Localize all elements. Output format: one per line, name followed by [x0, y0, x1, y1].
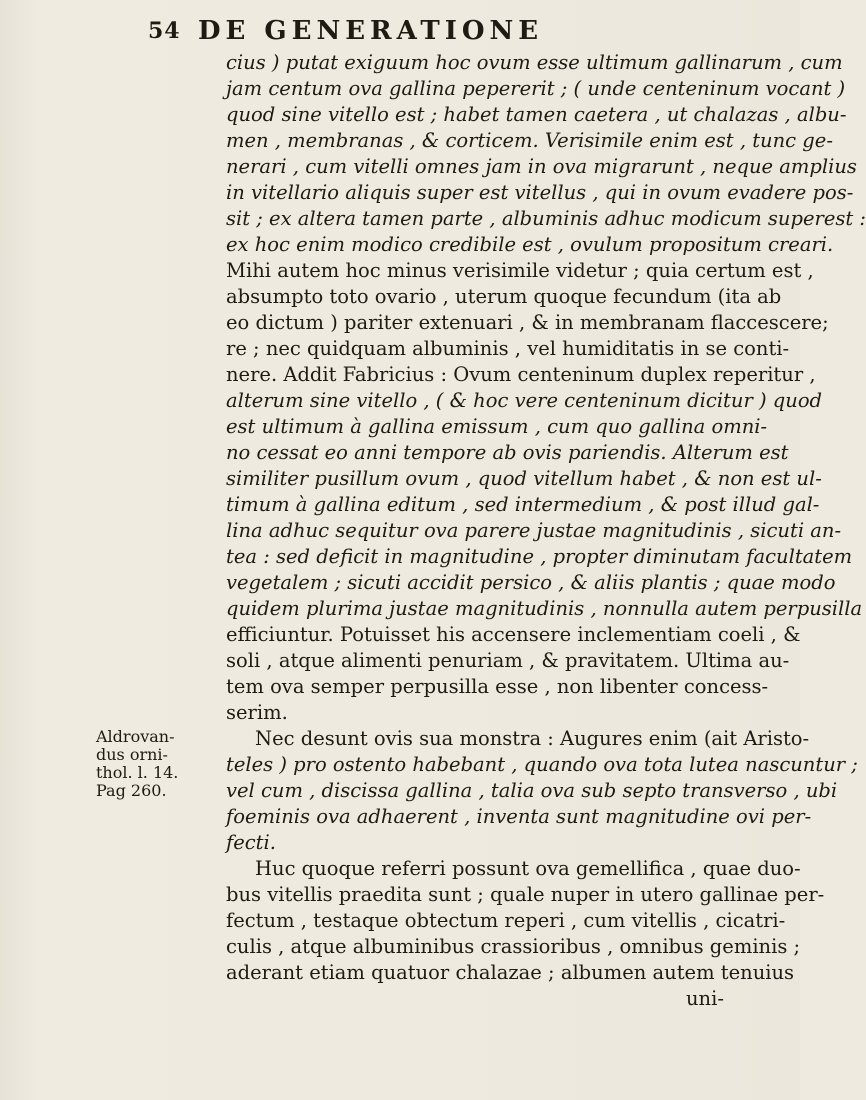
margin-note-line: Aldrovan- — [96, 727, 175, 746]
text-line: absumpto toto ovario , uterum quoque fecundum (ita ab — [226, 285, 782, 308]
text-line: Nec desunt ovis sua monstra : Augures enim (ait Aristo- — [255, 727, 810, 750]
text-line: soli , atque alimenti penuriam , & pravitatem. Ultima au- — [226, 649, 790, 672]
margin-note-line: dus orni- — [96, 745, 168, 764]
text-line: re ; nec quidquam albuminis , vel humiditatis in se conti- — [226, 337, 790, 360]
text-line: similiter pusillum ovum , quod vitellum habet , & non est ul- — [226, 467, 822, 490]
text-line: tem ova semper perpusilla esse , non libenter concess- — [226, 675, 769, 698]
text-line: in vitellario aliquis super est vitellus , qui in ovum evadere pos- — [226, 181, 854, 204]
text-line: culis , atque albuminibus crassioribus , omnibus geminis ; — [226, 935, 801, 958]
text-line: nere. Addit Fabricius : Ovum centeninum duplex reperitur , — [226, 363, 816, 386]
text-line: serim. — [226, 701, 288, 724]
margin-note — [96, 728, 226, 800]
text-line: foeminis ova adhaerent , inventa sunt magnitudine ovi per- — [226, 805, 812, 828]
text-line: vegetalem ; sicuti accidit persico , & aliis plantis ; quae modo — [226, 571, 836, 594]
text-line: teles ) pro ostento habebant , quando ova tota lutea nascuntur ; — [226, 753, 858, 776]
text-line: ex hoc enim modico credibile est , ovulum propositum creari. — [226, 233, 834, 256]
text-line: bus vitellis praedita sunt ; quale nuper in utero gallinae per- — [226, 883, 825, 906]
text-line: tea : sed deficit in magnitudine , propter diminutam facultatem — [226, 545, 853, 568]
text-line: sit ; ex altera tamen parte , albuminis adhuc modicum superest : — [226, 207, 866, 230]
text-line: nerari , cum vitelli omnes jam in ova migrarunt , neque amplius — [226, 155, 857, 178]
running-head: DE GENERATIONE — [198, 16, 544, 46]
page-number: 54 — [148, 18, 181, 44]
text-line: aderant etiam quatuor chalazae ; albumen autem tenuius — [226, 961, 795, 984]
text-line: est ultimum à gallina emissum , cum quo gallina omni- — [226, 415, 768, 438]
text-line: men , membranas , & corticem. Verisimile enim est , tunc ge- — [226, 129, 833, 152]
text-line: vel cum , discissa gallina , talia ova sub septo transverso , ubi — [226, 779, 838, 802]
text-line: Huc quoque referri possunt ova gemellifica , quae duo- — [255, 857, 801, 880]
text-line: quod sine vitello est ; habet tamen caetera , ut chalazas , albu- — [226, 103, 847, 126]
text-line: no cessat eo anni tempore ab ovis pariendis. Alterum est — [226, 441, 789, 464]
margin-note-line: thol. l. 14. — [96, 763, 179, 782]
text-line: fecti. — [226, 831, 276, 854]
text-line: cius ) putat exiguum hoc ovum esse ultimum gallinarum , cum — [226, 51, 843, 74]
margin-note-line: Pag 260. — [96, 781, 167, 800]
text-line: timum à gallina editum , sed intermedium , & post illud gal- — [226, 493, 820, 516]
text-line: quidem plurima justae magnitudinis , nonnulla autem perpusilla — [226, 597, 863, 620]
text-line: eo dictum ) pariter extenuari , & in membranam flaccescere; — [226, 311, 829, 334]
text-line: Mihi autem hoc minus verisimile videtur ; quia certum est , — [226, 259, 814, 282]
text-line: alterum sine vitello , ( & hoc vere centeninum dicitur ) quod — [226, 389, 823, 412]
text-line: fectum , testaque obtectum reperi , cum vitellis , cicatri- — [226, 909, 786, 932]
text-line: jam centum ova gallina pepererit ; ( unde centeninum vocant ) — [226, 77, 846, 100]
text-line: lina adhuc sequitur ova parere justae magnitudinis , sicuti an- — [226, 519, 842, 542]
catchword: uni- — [686, 987, 724, 1010]
text-line: efficiuntur. Potuisset his accensere inclementiam coeli , & — [226, 623, 801, 646]
